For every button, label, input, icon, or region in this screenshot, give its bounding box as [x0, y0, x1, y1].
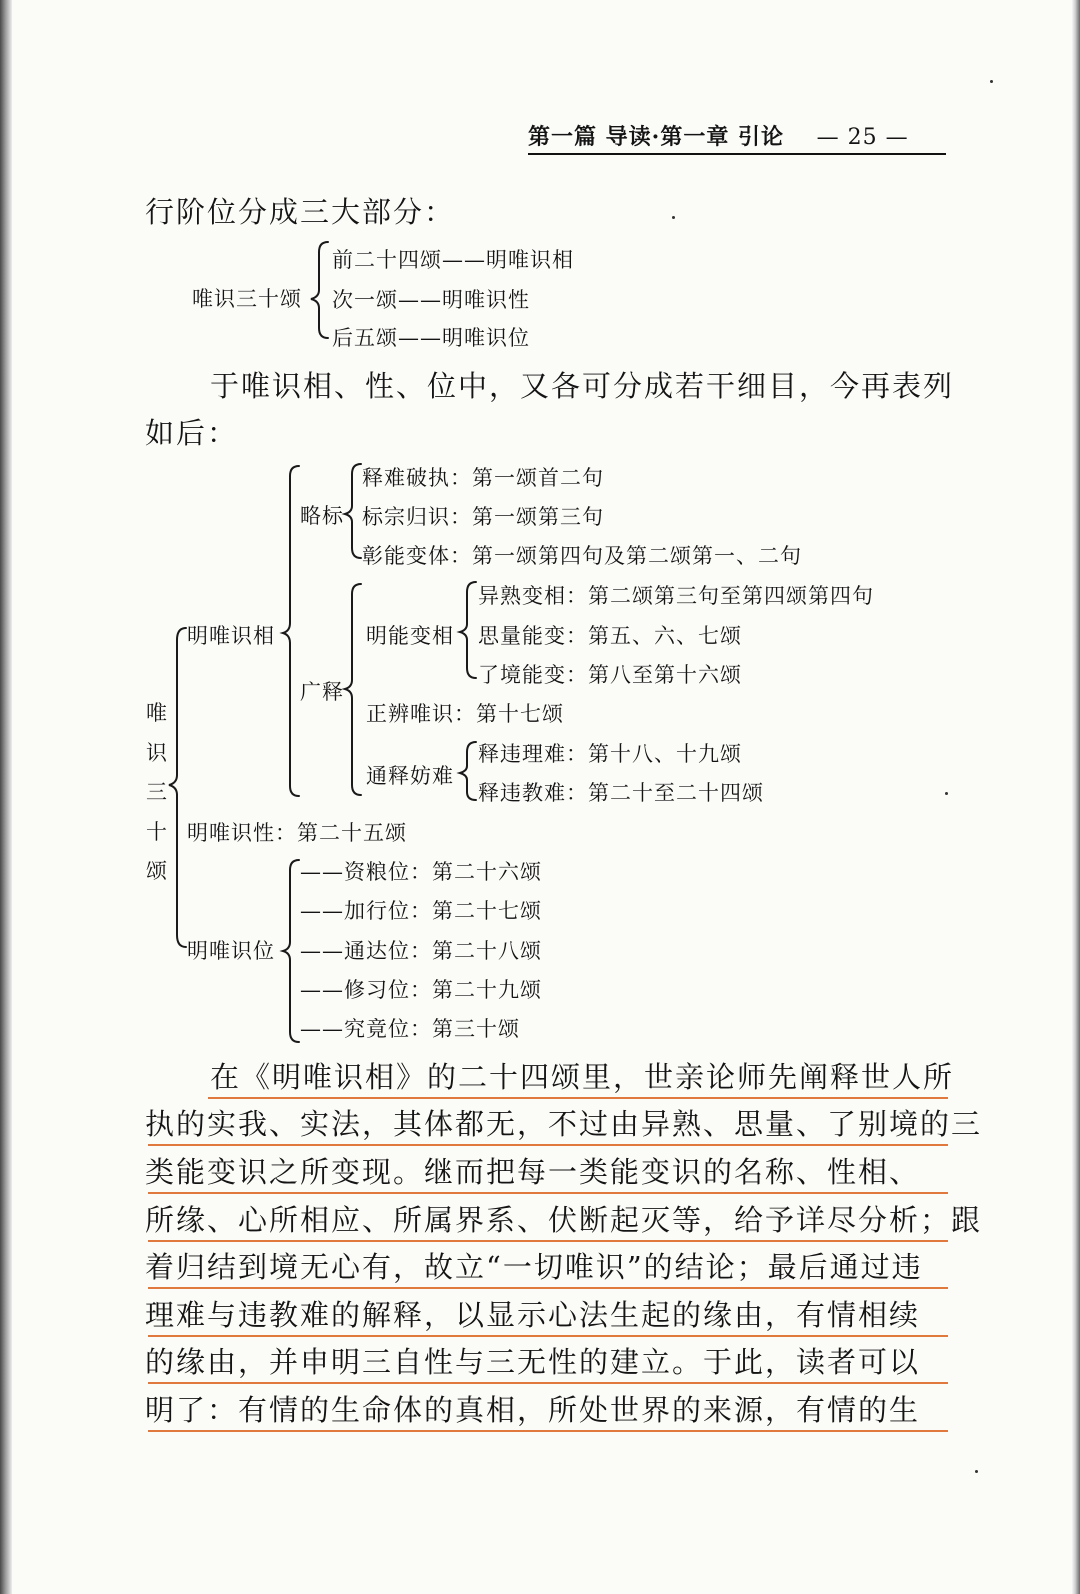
- para1-line: 如后：: [145, 416, 239, 450]
- outline1-item: 后五颂——明唯识位: [332, 326, 530, 350]
- highlight-underline: [208, 1097, 948, 1099]
- tongshi-item: 释违教难：第二十至二十四颂: [478, 781, 764, 805]
- brace-wei: [283, 860, 299, 1042]
- wei-item: ——究竟位：第三十颂: [300, 1017, 520, 1041]
- node-mingneng: 明能变相: [366, 624, 454, 648]
- node-xiang: 明唯识相: [187, 624, 275, 648]
- wei-item: ——加行位：第二十七颂: [300, 899, 542, 923]
- lue-item: 标宗归识：第一颂第三句: [362, 505, 604, 529]
- para2-line: 理难与违教难的解释，以显示心法生起的缘由，有情相续: [145, 1298, 921, 1332]
- wei-item: ——通达位：第二十八颂: [300, 939, 542, 963]
- highlight-underline: [148, 1335, 948, 1337]
- page-number: — 25 —: [816, 125, 909, 150]
- para2-line: 类能变识之所变现。继而把每一类能变识的名称、性相、: [145, 1155, 921, 1189]
- scan-speck: [672, 216, 675, 219]
- node-xing: 明唯识性：第二十五颂: [187, 821, 407, 845]
- outline1-item: 前二十四颂——明唯识相: [332, 248, 574, 272]
- highlight-underline: [148, 1240, 948, 1242]
- lue-item: 彰能变体：第一颂第四句及第二颂第一、二句: [362, 544, 802, 568]
- brace-lue: [345, 464, 361, 558]
- mingneng-item: 思量能变：第五、六、七颂: [478, 624, 742, 648]
- mingneng-item: 异熟变相：第二颂第三句至第四颂第四句: [478, 584, 874, 608]
- brace-outline1: [311, 242, 328, 338]
- para2-line: 的缘由，并申明三自性与三无性的建立。于此，读者可以: [145, 1345, 921, 1379]
- node-guang: 广释: [300, 680, 344, 704]
- para2-line: 明了：有情的生命体的真相，所处世界的来源，有情的生: [145, 1393, 921, 1427]
- highlight-underline: [148, 1144, 948, 1146]
- brace-guang: [345, 584, 361, 795]
- intro-line: 行阶位分成三大部分：: [145, 195, 456, 229]
- para1-line: 于唯识相、性、位中，又各可分成若干细目，今再表列: [210, 369, 955, 403]
- brace-xiang: [283, 466, 299, 796]
- highlight-underline: [148, 1287, 948, 1289]
- outline1-item: 次一颂——明唯识性: [332, 288, 530, 312]
- node-tongshi: 通释妨难: [366, 764, 454, 788]
- para2-line: 着归结到境无心有，故立“一切唯识”的结论；最后通过违: [145, 1250, 923, 1284]
- highlight-underline: [148, 1192, 948, 1194]
- scan-speck: [975, 1470, 978, 1473]
- scan-speck: [990, 80, 993, 83]
- highlight-underline: [148, 1430, 948, 1432]
- root-char: 颂: [146, 859, 167, 883]
- mingneng-item: 了境能变：第八至第十六颂: [478, 663, 742, 687]
- node-wei: 明唯识位: [187, 939, 275, 963]
- root-char: 识: [146, 741, 167, 765]
- tongshi-item: 释违理难：第十八、十九颂: [478, 742, 742, 766]
- para2-line: 在《明唯识相》的二十四颂里，世亲论师先阐释世人所: [210, 1060, 955, 1094]
- running-title: 第一篇 导读·第一章 引论: [528, 124, 784, 150]
- scan-speck: [945, 792, 948, 795]
- outline1-root: 唯识三十颂: [192, 287, 302, 311]
- lue-item: 释难破执：第一颂首二句: [362, 466, 604, 490]
- brace-mingneng: [460, 582, 476, 678]
- brace-root: [169, 628, 186, 947]
- root-char: 十: [146, 820, 167, 844]
- highlight-underline: [148, 1382, 948, 1384]
- root-char: 三: [146, 780, 167, 804]
- para2-line: 执的实我、实法，其体都无，不过由异熟、思量、了别境的三: [145, 1107, 983, 1141]
- root-char: 唯: [146, 701, 167, 725]
- node-zhengbian: 正辨唯识：第十七颂: [366, 702, 564, 726]
- wei-item: ——修习位：第二十九颂: [300, 978, 542, 1002]
- node-lue: 略标: [300, 504, 344, 528]
- wei-item: ——资粮位：第二十六颂: [300, 860, 542, 884]
- brace-tongshi: [460, 742, 476, 800]
- para2-line: 所缘、心所相应、所属界系、伏断起灭等，给予详尽分析；跟: [145, 1203, 983, 1237]
